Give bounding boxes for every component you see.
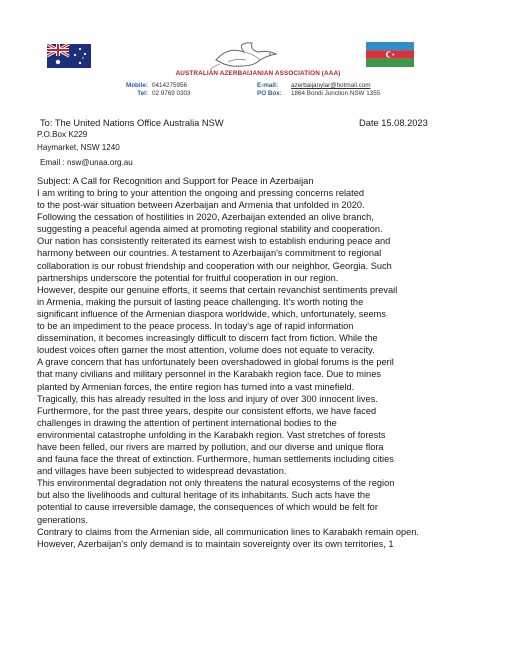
pobox-value: 1864 Bondi Junction NSW 1355 [291, 90, 381, 97]
recipient-email: Email : nsw@unaa.org.au [40, 158, 133, 167]
body-line: dissemination, it becomes increasingly difficult to discern fact from fiction. While the [37, 333, 378, 344]
body-line: Following the cessation of hostilities in 2020, Azerbaijan extended an olive branch, [37, 212, 374, 223]
mobile-value: 0414275956 [152, 82, 188, 89]
tel-label: Tel: [137, 90, 148, 97]
tel-value: 02 9769 0303 [152, 90, 191, 97]
recipient-city: Haymarket, NSW 1240 [37, 143, 120, 152]
recipient-to: To: The United Nations Office Australia NSW [40, 118, 224, 128]
mobile-label: Mobile: [125, 82, 148, 89]
body-line: harmony between our countries. A testament to Azerbaijan's commitment to regional [37, 248, 382, 259]
body-line: potential to cause irreversible damage, the consequences of which would be felt for [37, 502, 378, 513]
body-line: partnerships underscore the potential for fruitful cooperation in our region. [37, 272, 339, 283]
body-line: and fauna face the threat of extinction. Furthermore, human settlements including cities [37, 454, 394, 465]
association-name: AUSTRALIAN AZERBAIJANIAN ASSOCIATION (AAA) [175, 70, 341, 77]
body-line: Contrary to claims from the Armenian side, all communication lines to Karabakh remain open. [37, 526, 419, 537]
body-line: However, despite our genuine efforts, it seems that certain revanchist sentiments prevail [37, 284, 398, 295]
body-line: in Armenia, making the pursuit of lasting peace challenging. It's worth noting the [37, 296, 364, 307]
email-label: E-mail: [257, 82, 278, 89]
body-line: environmental catastrophe unfolding in the Karabakh region. Vast stretches of forests [37, 429, 386, 440]
letter-subject: Subject: A Call for Recognition and Support for Peace in Azerbaijan [37, 176, 314, 186]
body-line: challenges in drawing the attention of pertinent international bodies to the [37, 417, 337, 428]
body-line: significant influence of the Armenian diaspora worldwide, which, unfortunately, seems [37, 308, 386, 319]
body-line: planted by Armenian forces, the entire region has turned into a vast minefield. [37, 381, 355, 392]
recipient-po-box: P.O.Box K229 [37, 130, 88, 139]
body-line: and villages have been subjected to widespread devastation. [37, 466, 287, 477]
body-line: to be an impediment to the peace process. In today's age of rapid information [37, 321, 354, 332]
email-pobox-contacts [257, 82, 380, 98]
body-line: Tragically, this has already resulted in the loss and injury of over 300 innocent lives. [37, 393, 378, 404]
body-line: I am writing to bring to your attention the ongoing and pressing concerns related [37, 188, 365, 198]
body-line: A grave concern that has unfortunately been overshadowed in global forums is the peril [37, 357, 394, 368]
letter-body [37, 187, 507, 550]
australia-flag-icon [47, 44, 91, 68]
body-line: to the post-war situation between Azerbaijan and Armenia that unfolded in 2020. [37, 200, 365, 211]
dove-emblem-icon [206, 40, 286, 74]
body-line: but also the livelihoods and cultural heritage of its inhabitants. Such acts have the [37, 490, 371, 501]
association-email-link[interactable]: azerbaijanylar@hotmail.com [291, 82, 371, 89]
body-line: generations. [37, 514, 88, 525]
azerbaijan-flag-icon [366, 42, 414, 67]
body-line: Our nation has consistently reiterated its earnest wish to establish enduring peace and [37, 236, 391, 247]
body-line: However, Azerbaijan's only demand is to maintain sovereignty over its own territories, 1 [37, 538, 394, 549]
body-line: that many civilians and military personnel in the Karabakh region face. Due to mines [37, 369, 381, 380]
body-line: have been felled, our rivers are marred by pollution, and our diverse and unique flora [37, 441, 384, 452]
body-line: suggesting a peaceful agenda aimed at promoting regional stability and cooperation. [37, 224, 383, 235]
letter-date: Date 15.08.2023 [359, 118, 428, 128]
body-line: Furthermore, for the past three years, despite our consistent efforts, we have faced [37, 405, 377, 416]
body-line: This environmental degradation not only threatens the natural ecosystems of the region [37, 478, 395, 489]
body-line: loudest voices often garner the most attention, volume does not equate to veracity. [37, 345, 375, 356]
body-line: collaboration is our robust friendship and cooperation with our neighbor, Georgia. Such [37, 260, 392, 271]
phone-contacts [122, 82, 191, 98]
pobox-label: PO Box: [257, 90, 282, 97]
